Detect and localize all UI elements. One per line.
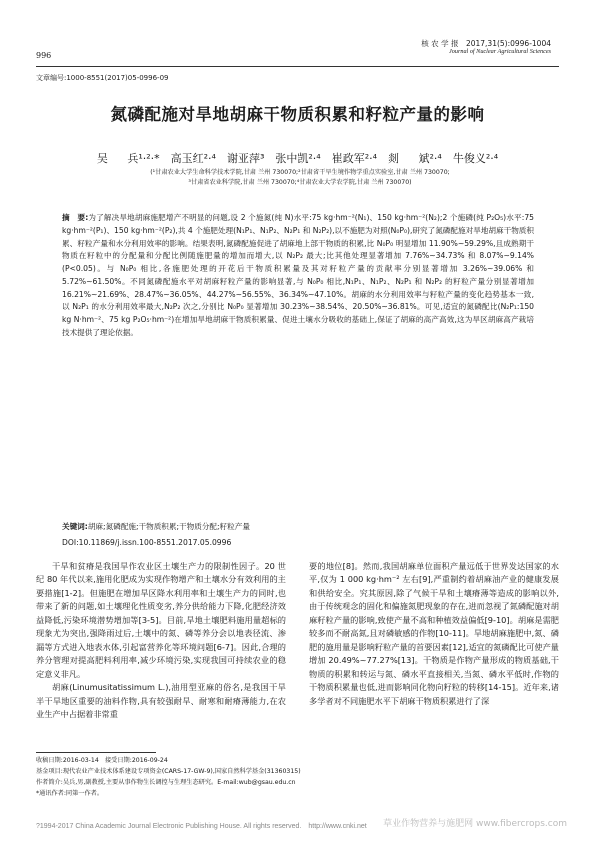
doi[interactable]: DOI:10.11869/j.issn.100-8551.2017.05.0996	[62, 538, 232, 547]
body-paragraph: 胡麻(Linumusitatissimum L.),油用型亚麻的俗名,是我国干旱半干旱地区重要的油料作物,具有较强耐旱、耐寒和耐瘠薄能力,在农业生产中占据着非常重	[36, 682, 286, 719]
author-list: 吴 兵¹·²·* 高玉红²·⁴ 谢亚萍³ 张中凯²·⁴ 崔政军²·⁴ 剡 斌²·⁴ 牛俊义²·⁴	[96, 152, 499, 165]
journal-header	[421, 39, 551, 56]
abstract	[62, 212, 534, 340]
journal-en-line: Journal of Nuclear Agricultural Sciences	[449, 48, 551, 56]
footnotes	[36, 756, 561, 799]
affiliations	[70, 168, 530, 187]
abstract-text: 为了解决旱地胡麻施肥增产不明显的问题,设 2 个施氮(纯 N)水平:75 kg·hm⁻²(N₁)、150 kg·hm⁻²(N₂);2 个施磷(纯 P₂O₅)水平:75 kg·hm⁻²(P₁)、150 kg·hm⁻²(P₂),共 4 个施肥处理(N₁P₁、N₁P₂、N₂P₁ 和 N₂P₂),以不施肥为对照(N₀P₀),研究了氮磷配施对旱地胡麻干物质积累、籽粒产量和水分利用效率的影响。结果表明,氮磷配施促进了胡麻地上部干物质的积累,比 N₀P₀ 明显增加 11.90%~59.29%,且成熟期干物质在籽粒中的分配量和分配比例随施肥量的增加而增大,以 N₂P₂ 最大;比其他处理显著增加 7.76%~34.73% 和 8.07%~9.14%(P<0.05)。与 N₀P₀ 相比,各施肥处理的开花后干物质积累量及其对籽粒产量的贡献率分别显著增加 3.26%~39.06% 和 5.72%~61.50%。不同氮磷配施水平对胡麻籽粒产量的影响显著,与 N₀P₀ 相比,N₁P₁、N₁P₂、N₂P₁ 和 N₂P₂ 的籽粒产量分别显著增加 16.21%~21.69%、28.47%~36.05%、44.27%~56.55%、36.34%~47.10%。胡麻的水分利用效率与籽粒产量的变化趋势基本一致,以 N₂P₁ 的水分利用效率最大,N₂P₂ 次之,分别比 N₀P₀ 显著增加 30.23%~38.54%、20.50%~36.81%。可见,适宜的氮磷配比(N₂P₁:150 kg N·hm⁻²、75 kg P₂O₅·hm⁻²)在增加旱地胡麻干物质积累量、促进土壤水分吸收的基础上,保证了胡麻的高产高效,这为旱区胡麻高产栽培技术提供了理论依据。	[62, 213, 534, 337]
body-column-left	[36, 560, 286, 721]
keywords	[62, 521, 534, 532]
keywords-text: 胡麻;氮磷配施;干物质积累;干物质分配;籽粒产量	[87, 522, 250, 531]
keywords-label: 关键词:	[62, 522, 88, 531]
footnote-corresponding: *通讯作者:同第一作者。	[36, 789, 104, 797]
body-paragraph: 要的地位[8]。然而,我国胡麻单位面积产量远低于世界发达国家的水平,仅为 1 000 kg·hm⁻² 左右[9],严重制约着胡麻油产业的健康发展和供给安全。究其原因,除了气候干旱和土壤瘠薄等造成的影响以外,由于传统观念的固化和偏施氮肥现象的存在,进而忽视了氮磷配施对胡麻籽粒产量的影响,致使产量不高和种植效益偏低[9-10]。胡麻是需肥较多而不耐高氮,且对磷敏感的作物[10-11]。旱地胡麻施肥中,氮、磷肥的施用量是影响籽粒产量的首要因素[12],适宜的氮磷配比可使产量增加 20.49%~77.27%[13]。干物质是作物产量形成的物质基础,干物质的积累和转运与氮、磷水平直接相关,当氮、磷水平低时,作物的干物质积累量也低,进而影响同化物向籽粒的转移[14-15]。近年来,诸多学者对不同施肥水平下胡麻干物质积累进行了深	[309, 561, 559, 706]
body-column-right	[309, 560, 559, 708]
page-number: 996	[36, 51, 52, 60]
watermark: 草业作物营养与施肥网 www.fibercrops.com	[383, 819, 567, 829]
footnote-rule	[36, 752, 156, 753]
paper-title: 氮磷配施对旱地胡麻干物质积累和籽粒产量的影响	[110, 105, 485, 124]
footnote-author: 作者简介:吴兵,男,副教授,主要从事作物生长调控与生理生态研究。E-mail:wub@gsau.edu.cn	[36, 778, 296, 786]
affiliation-line: ³甘肃省农业科学院,甘肃 兰州 730070;⁴甘肃农业大学农学院,甘肃 兰州 730070)	[188, 178, 412, 186]
footnote-funding: 基金项目:现代农业产业技术体系建设专项资金(CARS-17-GW-9),国家自然科学基金(31360315)	[36, 767, 301, 775]
footnote-received: 收稿日期:2016-03-14 接受日期:2016-09-24	[36, 757, 168, 764]
body-paragraph: 干旱和贫瘠是我国旱作农业区土壤生产力的限制性因子。20 世纪 80 年代以来,施用化肥成为实现作物增产和土壤水分有效利用的主要措施[1-2]。但施肥在增加旱区降水利用率和土壤生产力的同时,也带来了新的问题,如土壤理化性质变劣,养分供给能力下降,化肥经济效益降低,污染环境潜势增加等[3-5]。目前,旱地土壤肥料施用量超标的现象尤为突出,强降雨过后,土壤中的氮、磷等养分会以地表径流、渗漏等方式进入地表水体,引起富营养化等环境问题[6-7]。因此,合理的养分管理对提高肥料利用率,减少环境污染,实现我国可持续农业的稳定意义非凡。	[36, 561, 286, 679]
header-rule	[36, 66, 559, 67]
abstract-label: 摘 要:	[62, 213, 89, 222]
article-number: 文章编号:1000-8551(2017)05-0996-09	[36, 74, 169, 82]
journal-cn-line: 核 农 学 报 2017,31(5):0996-1004	[421, 39, 551, 48]
copyright-footer: ?1994-2017 China Academic Journal Electronic Publishing House. All rights reserved. http://www.cnki.net	[36, 823, 367, 830]
affiliation-line: (¹甘肃农业大学生命科学技术学院,甘肃 兰州 730070;²甘肃省干旱生境作物学重点实验室,甘肃 兰州 730070;	[150, 169, 450, 176]
